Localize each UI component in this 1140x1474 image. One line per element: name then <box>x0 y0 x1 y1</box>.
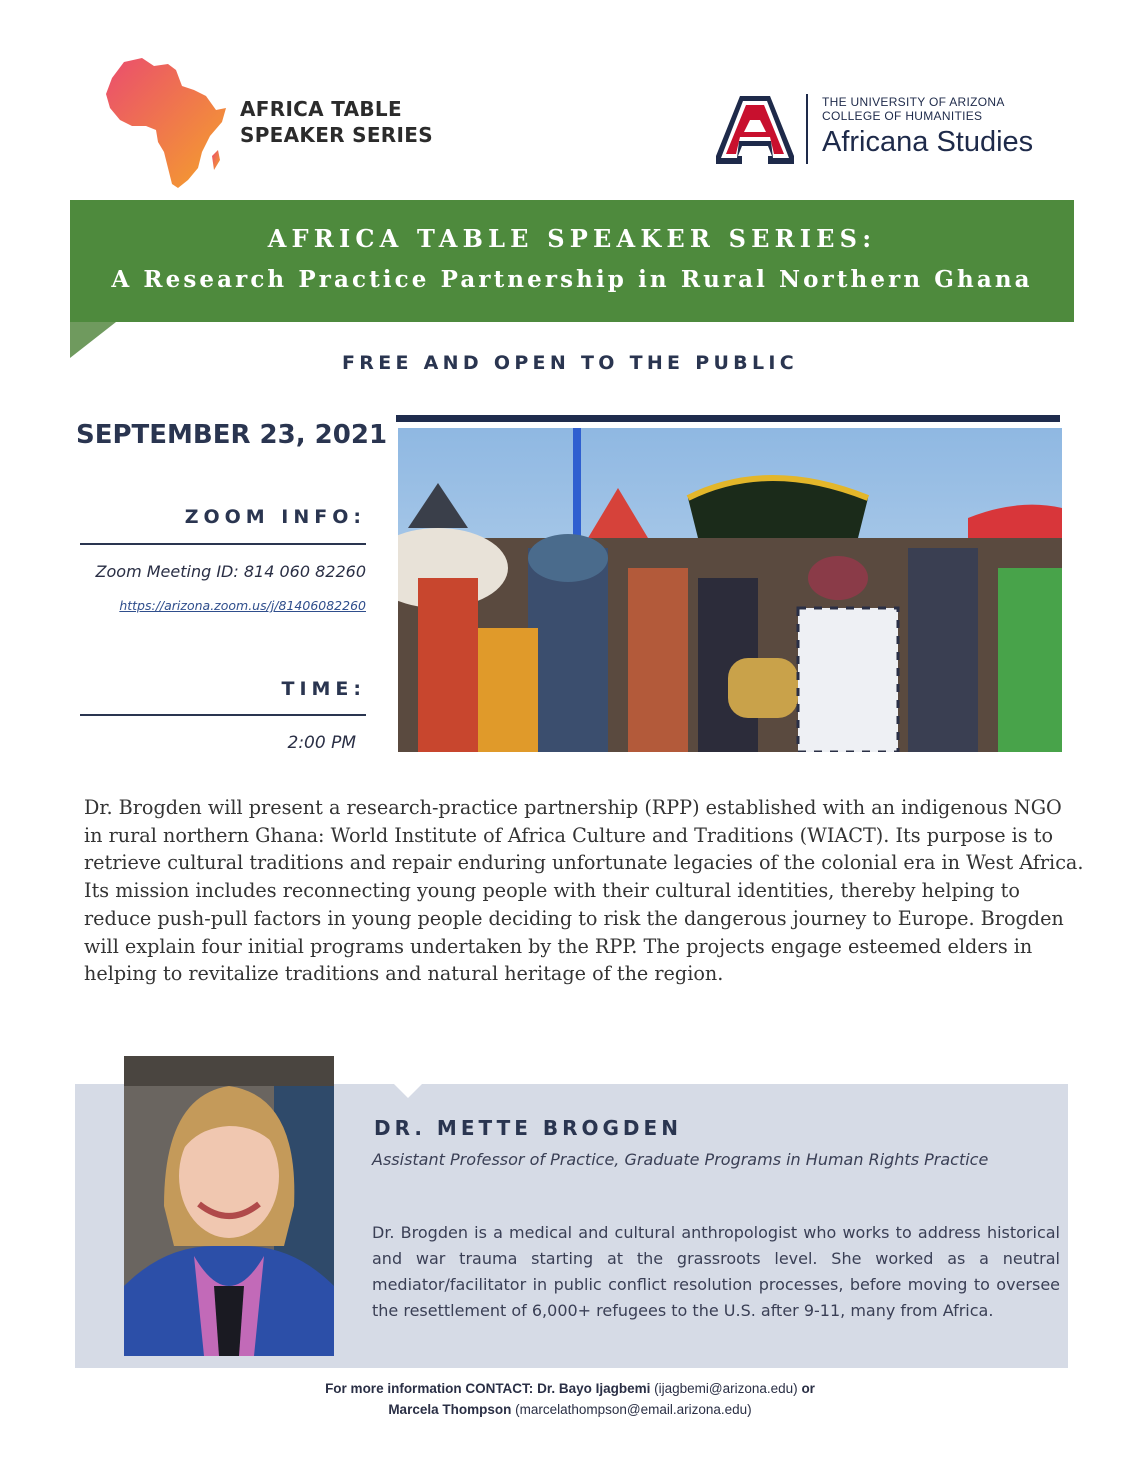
college-name: COLLEGE OF HUMANITIES <box>822 109 983 123</box>
event-time: 2:00 PM <box>287 733 356 753</box>
zoom-meeting-id: Zoom Meeting ID: 814 060 82260 <box>95 562 366 581</box>
logo-divider <box>806 94 808 164</box>
banner-title: AFRICA TABLE SPEAKER SERIES: <box>267 224 877 253</box>
contact-person-1: Dr. Bayo Ijagbemi <box>537 1381 651 1396</box>
speaker-panel-notch <box>394 1084 422 1098</box>
africa-map-logo <box>102 56 234 196</box>
contact-email-1[interactable]: (ijagbemi@arizona.edu) <box>654 1381 798 1396</box>
speaker-bio: Dr. Brogden is a medical and cultural anthropologist who works to address historical and war trauma starting at the grassroots level. She worked as a neutral mediator/facilitator in public conflict resolution processes, before moving to oversee the resettlement of 6,000+ refugees to the U.S. after 9-11, many from Africa. <box>372 1223 1060 1320</box>
speaker-photo <box>124 1056 334 1356</box>
title-banner <box>70 200 1074 322</box>
free-public-tagline: FREE AND OPEN TO THE PUBLIC <box>342 352 798 374</box>
event-photo <box>398 428 1062 752</box>
event-description: Dr. Brogden will present a research-practice partnership (RPP) established with an indigenous NGO in rural northern Ghana: World Institute of Africa Culture and Traditions (WIACT). Its purpose is to retrieve cultural traditions and repair enduring unfortunate legacies of the colonial era in West Africa. Its mission includes reconnecting young people with their cultural identities, thereby helping to reduce push-pull factors in young people deciding to risk the dangerous journey to Europe. Brogden will explain four initial programs undertaken by the RPP. The projects engage esteemed elders in helping to revitalize traditions and natural heritage of the region. <box>84 796 1084 986</box>
time-heading: TIME: <box>281 678 366 700</box>
department-name: Africana Studies <box>822 126 1034 158</box>
speaker-name: DR. METTE BROGDEN <box>374 1116 682 1140</box>
series-logo-line2: SPEAKER SERIES <box>240 123 433 147</box>
divider <box>80 543 366 545</box>
series-logo-line1: AFRICA TABLE <box>240 97 402 121</box>
contact-line2 <box>0 1399 1140 1420</box>
contact-label: For more information CONTACT: <box>325 1381 534 1396</box>
contact-or: or <box>801 1381 815 1396</box>
speaker-title: Assistant Professor of Practice, Graduate Programs in Human Rights Practice <box>372 1150 989 1169</box>
zoom-info-heading: ZOOM INFO: <box>184 506 366 528</box>
series-logo-text <box>240 96 433 148</box>
divider <box>80 714 366 716</box>
contact-person-2: Marcela Thompson <box>388 1402 512 1417</box>
contact-email-2[interactable]: (marcelathompson@email.arizona.edu) <box>515 1402 752 1417</box>
banner-subtitle: A Research Practice Partnership in Rural Northern Ghana <box>111 266 1033 293</box>
zoom-link[interactable]: https://arizona.zoom.us/j/81406082260 <box>119 598 366 613</box>
ua-block-a-logo <box>716 96 794 164</box>
university-name: THE UNIVERSITY OF ARIZONA <box>822 95 1005 109</box>
photo-top-rule <box>396 415 1060 422</box>
contact-info <box>0 1378 1140 1420</box>
event-date: SEPTEMBER 23, 2021 <box>76 420 388 450</box>
contact-line1 <box>0 1378 1140 1399</box>
